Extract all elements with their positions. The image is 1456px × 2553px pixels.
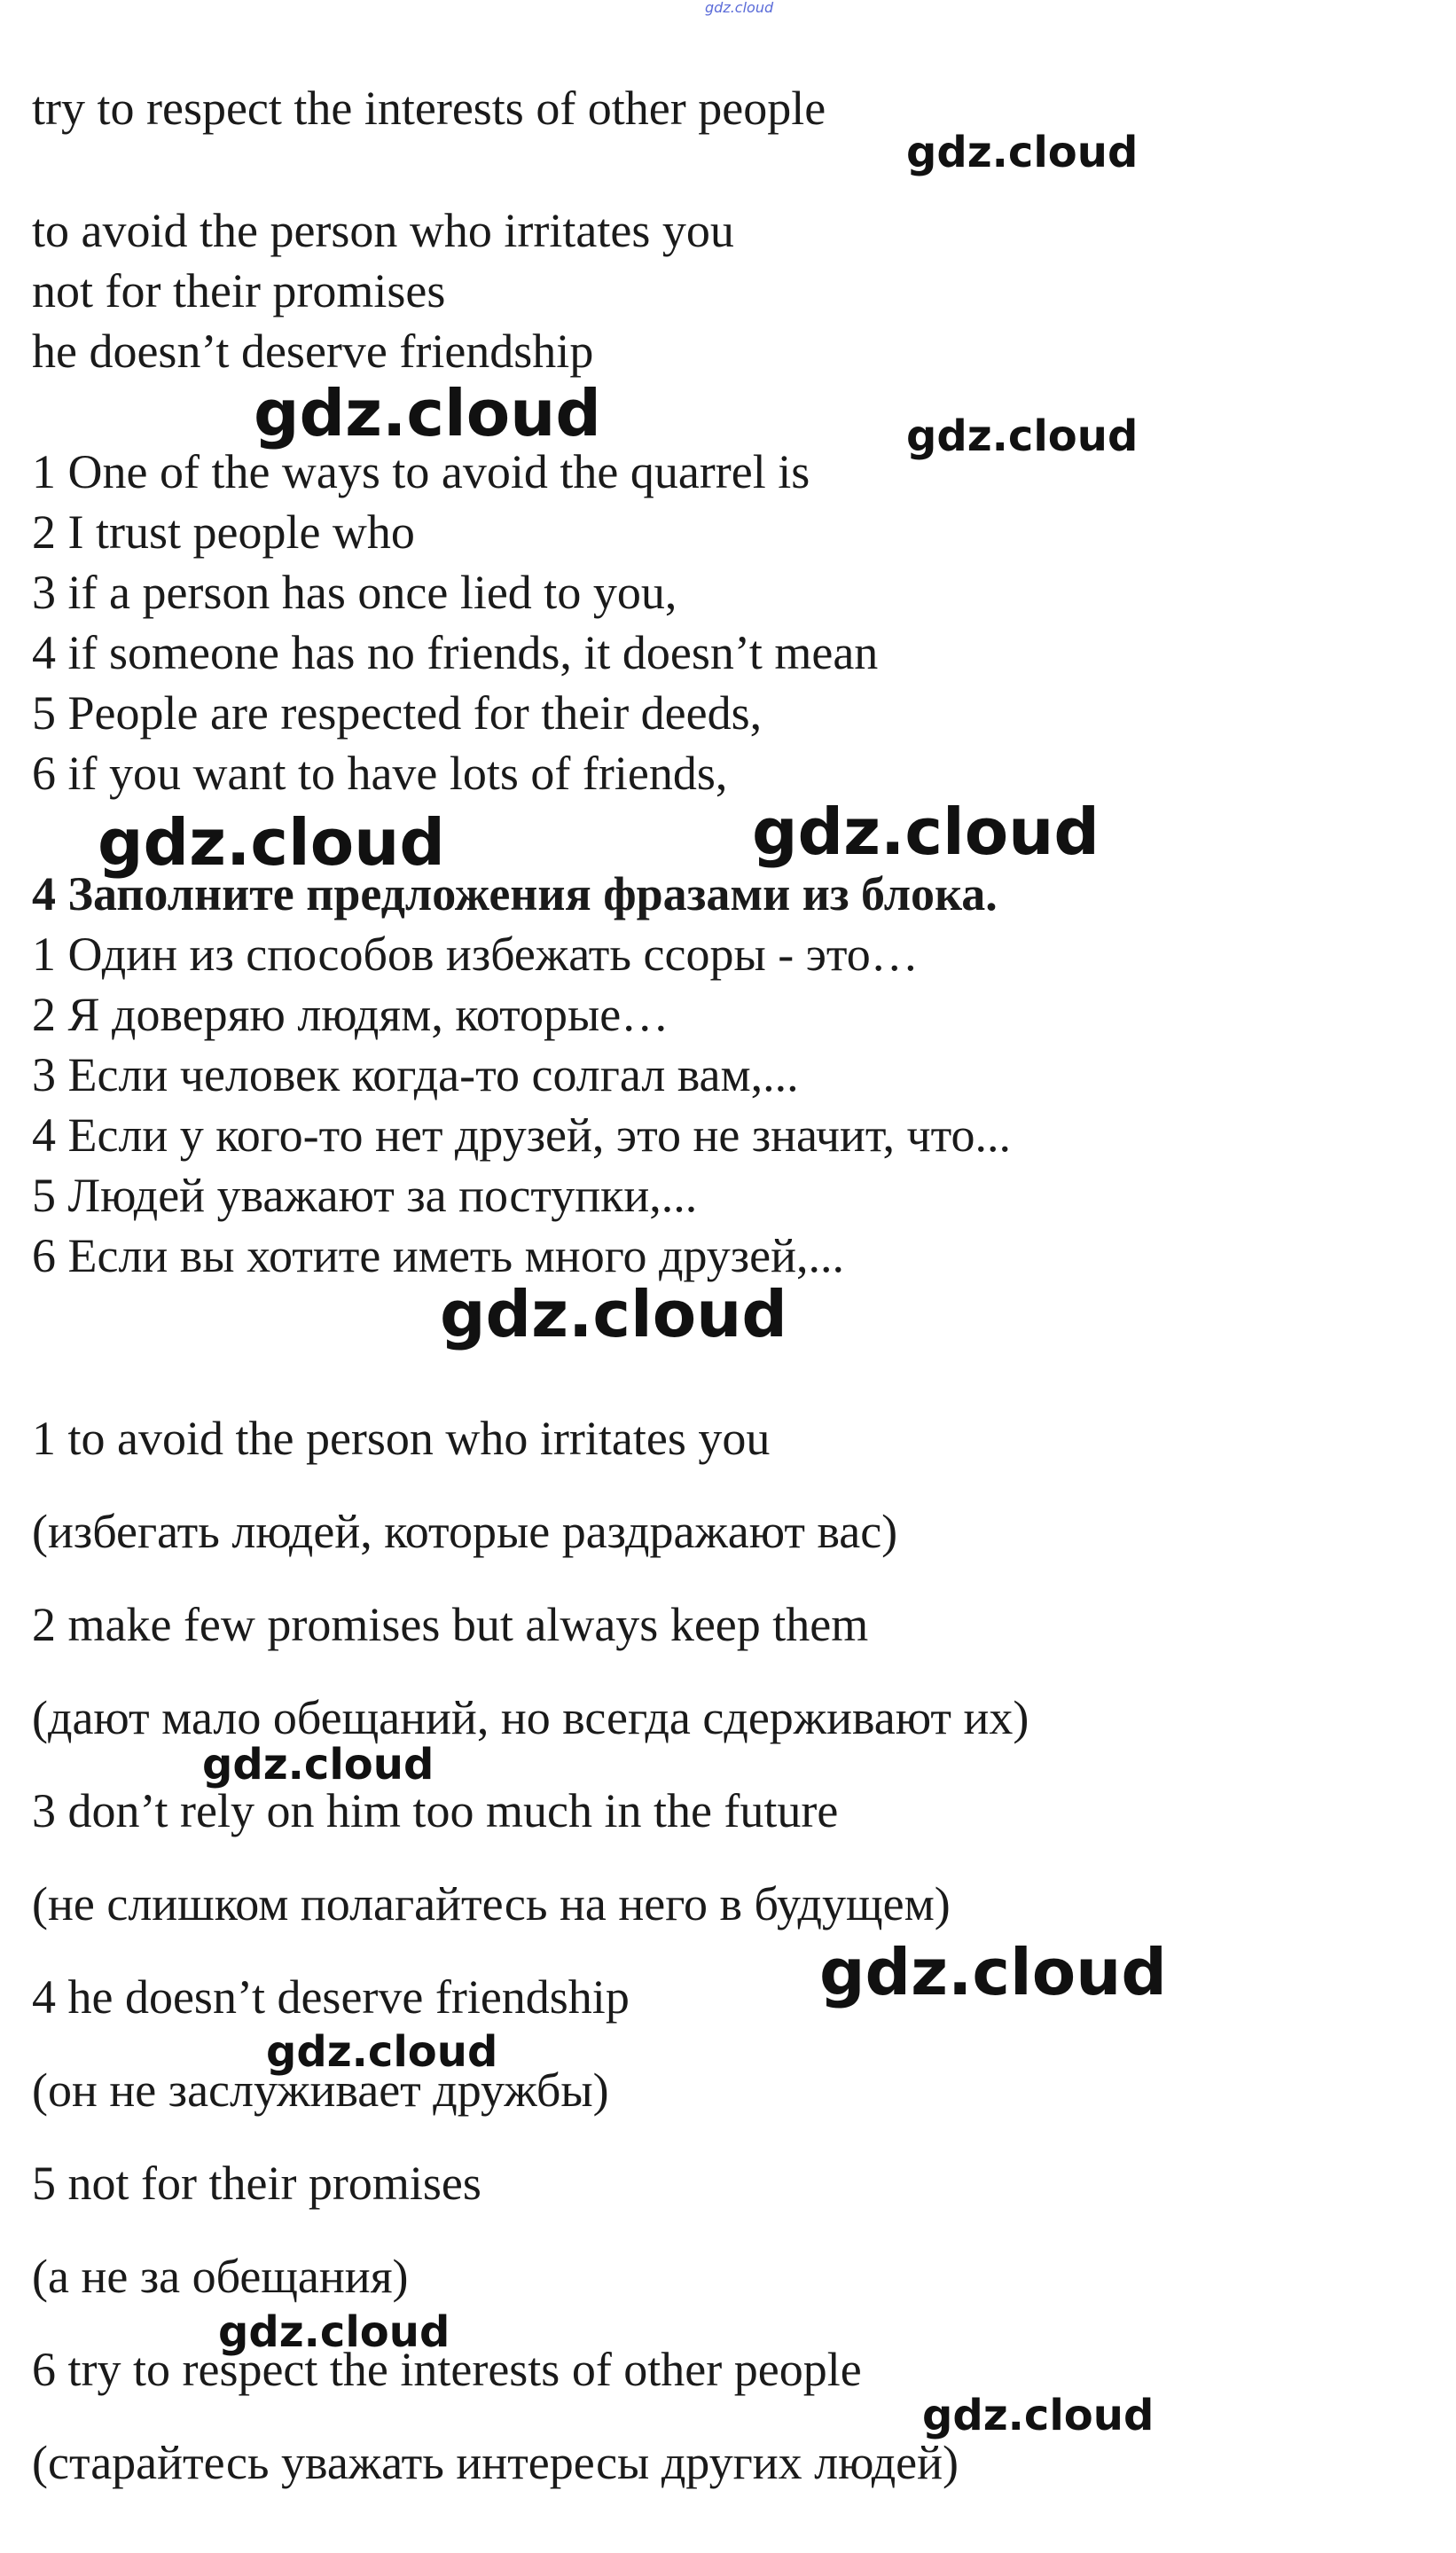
- answer-en: 1 to avoid the person who irritates you: [32, 1412, 771, 1465]
- sentence-ru: 3 Если человек когда-то солгал вам,...: [32, 1048, 799, 1101]
- answer-ru: (он не заслуживает дружбы): [32, 2064, 609, 2117]
- watermark: gdz.cloud: [218, 2307, 450, 2357]
- top-watermark: gdz.cloud: [705, 0, 774, 16]
- answer-en: 3 don’t rely on him too much in the future: [32, 1784, 839, 1837]
- watermark: gdz.cloud: [906, 128, 1139, 177]
- answer-en: 4 he doesn’t deserve friendship: [32, 1970, 630, 2024]
- phrase-line: try to respect the interests of other people: [32, 82, 826, 135]
- answer-ru: (а не за обещания): [32, 2250, 409, 2303]
- watermark: gdz.cloud: [906, 411, 1139, 461]
- watermark: gdz.cloud: [819, 1935, 1167, 2009]
- sentence-ru: 2 Я доверяю людям, которые…: [32, 988, 669, 1041]
- phrase-line: not for their promises: [32, 264, 446, 317]
- sentence-en: 2 I trust people who: [32, 505, 415, 559]
- watermark: gdz.cloud: [202, 1740, 434, 1789]
- sentence-en: 3 if a person has once lied to you,: [32, 566, 677, 619]
- sentence-en: 6 if you want to have lots of friends,: [32, 747, 728, 800]
- watermark: gdz.cloud: [752, 795, 1100, 869]
- answer-ru: (избегать людей, которые раздражают вас): [32, 1505, 898, 1558]
- watermark: gdz.cloud: [254, 376, 601, 450]
- sentence-en: 5 People are respected for their deeds,: [32, 686, 763, 740]
- task-heading: 4 Заполните предложения фразами из блока.: [32, 867, 998, 920]
- answer-ru: (дают мало обещаний, но всегда сдерживают их): [32, 1691, 1029, 1744]
- phrase-line: to avoid the person who irritates you: [32, 204, 734, 257]
- answer-ru: (старайтесь уважать интересы других людей): [32, 2436, 959, 2489]
- answer-ru: (не слишком полагайтесь на него в будущем): [32, 1877, 951, 1930]
- answer-en: 6 try to respect the interests of other people: [32, 2343, 862, 2396]
- phrase-line: he doesn’t deserve friendship: [32, 325, 594, 378]
- sentence-ru: 6 Если вы хотите иметь много друзей,...: [32, 1229, 844, 1282]
- watermark: gdz.cloud: [440, 1277, 787, 1351]
- sentence-en: 4 if someone has no friends, it doesn’t mean: [32, 626, 879, 679]
- watermark: gdz.cloud: [922, 2391, 1155, 2440]
- watermark: gdz.cloud: [98, 805, 445, 880]
- sentence-ru: 5 Людей уважают за поступки,...: [32, 1169, 698, 1222]
- watermark: gdz.cloud: [266, 2027, 498, 2077]
- sentence-ru: 4 Если у кого-то нет друзей, это не значит, что...: [32, 1108, 1011, 1162]
- sentence-en: 1 One of the ways to avoid the quarrel is: [32, 445, 810, 498]
- answer-en: 5 not for their promises: [32, 2157, 481, 2210]
- answer-en: 2 make few promises but always keep them: [32, 1598, 869, 1651]
- sentence-ru: 1 Один из способов избежать ссоры - это…: [32, 928, 919, 981]
